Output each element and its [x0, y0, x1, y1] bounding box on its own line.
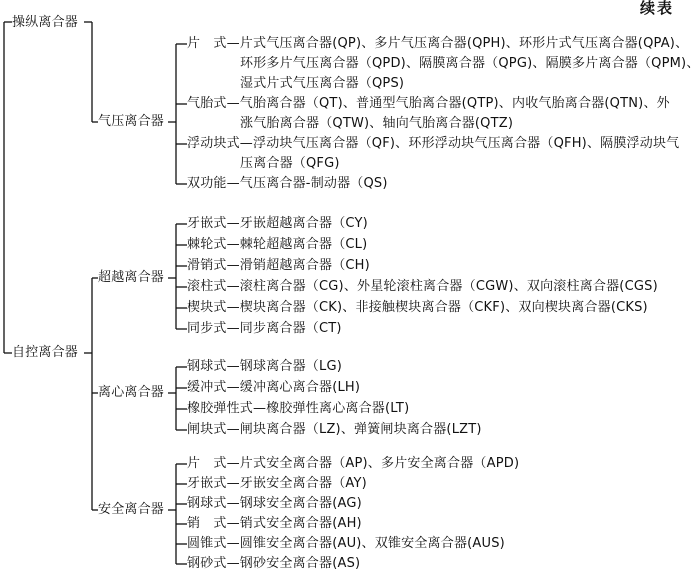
category-manual-clutch: 操纵离合器 — [12, 15, 79, 30]
subcategory-overrunning-clutch: 超越离合器 — [98, 270, 165, 285]
leaf-item: 滑销式—滑销超越离合器（CH) — [187, 258, 370, 273]
subcategory-pneumatic-clutch: 气压离合器 — [98, 114, 165, 129]
leaf-item: 滚柱式—滚柱离合器（CG)、外星轮滚柱离合器（CGW)、双向滚柱离合器(CGS) — [187, 279, 658, 294]
leaf-item: 圆锥式—圆锥安全离合器(AU)、双锥安全离合器(AUS) — [187, 536, 505, 551]
leaf-item: 片 式—片式安全离合器（AP)、多片安全离合器（APD) — [187, 456, 520, 471]
leaf-item: 钢砂式—钢砂安全离合器(AS) — [187, 556, 361, 571]
leaf-item: 片 式—片式气压离合器(QP)、多片气压离合器(QPH)、环形片式气压离合器(QPA)、 — [187, 36, 689, 51]
subcategory-centrifugal-clutch: 离心离合器 — [98, 385, 165, 400]
category-automatic-clutch: 自控离合器 — [12, 345, 79, 360]
subcategory-safety-clutch: 安全离合器 — [98, 502, 165, 517]
leaf-item: 气胎式—气胎离合器（QT)、普通型气胎离合器(QTP)、内收气胎离合器(QTN)、外 — [187, 96, 670, 111]
leaf-continuation: 涨气胎离合器（QTW)、轴向气胎离合器(QTZ) — [240, 116, 514, 131]
continued-table-label: 续表 — [640, 0, 675, 17]
leaf-item: 双功能—气压离合器-制动器（QS) — [187, 176, 388, 191]
leaf-item: 棘轮式—棘轮超越离合器（CL) — [187, 237, 368, 252]
leaf-item: 楔块式—楔块离合器（CK)、非接触楔块离合器（CKF)、双向楔块离合器(CKS) — [187, 300, 648, 315]
leaf-item: 钢球式—钢球安全离合器(AG) — [187, 496, 362, 511]
leaf-item: 销 式—销式安全离合器(AH) — [187, 516, 362, 531]
leaf-item: 浮动块式—浮动块气压离合器（QF)、环形浮动块气压离合器（QFH)、隔膜浮动块气 — [187, 136, 680, 151]
leaf-item: 牙嵌式—牙嵌安全离合器（AY) — [187, 476, 367, 491]
leaf-item: 闸块式—闸块离合器（LZ)、弹簧闸块离合器(LZT) — [187, 422, 482, 437]
leaf-continuation: 环形多片气压离合器（QPD)、隔膜离合器（QPG)、隔膜多片离合器（QPM)、 — [240, 56, 700, 71]
leaf-item: 橡胶弹性式—橡胶弹性离心离合器(LT) — [187, 401, 410, 416]
leaf-item: 钢球式—钢球离合器（LG) — [187, 359, 342, 374]
leaf-continuation: 湿式片式气压离合器（QPS) — [240, 76, 405, 91]
leaf-continuation: 压离合器（QFG) — [240, 156, 340, 171]
leaf-item: 牙嵌式—牙嵌超越离合器（CY) — [187, 216, 368, 231]
leaf-item: 同步式—同步离合器（CT) — [187, 321, 342, 336]
leaf-item: 缓冲式—缓冲离心离合器(LH) — [187, 380, 361, 395]
